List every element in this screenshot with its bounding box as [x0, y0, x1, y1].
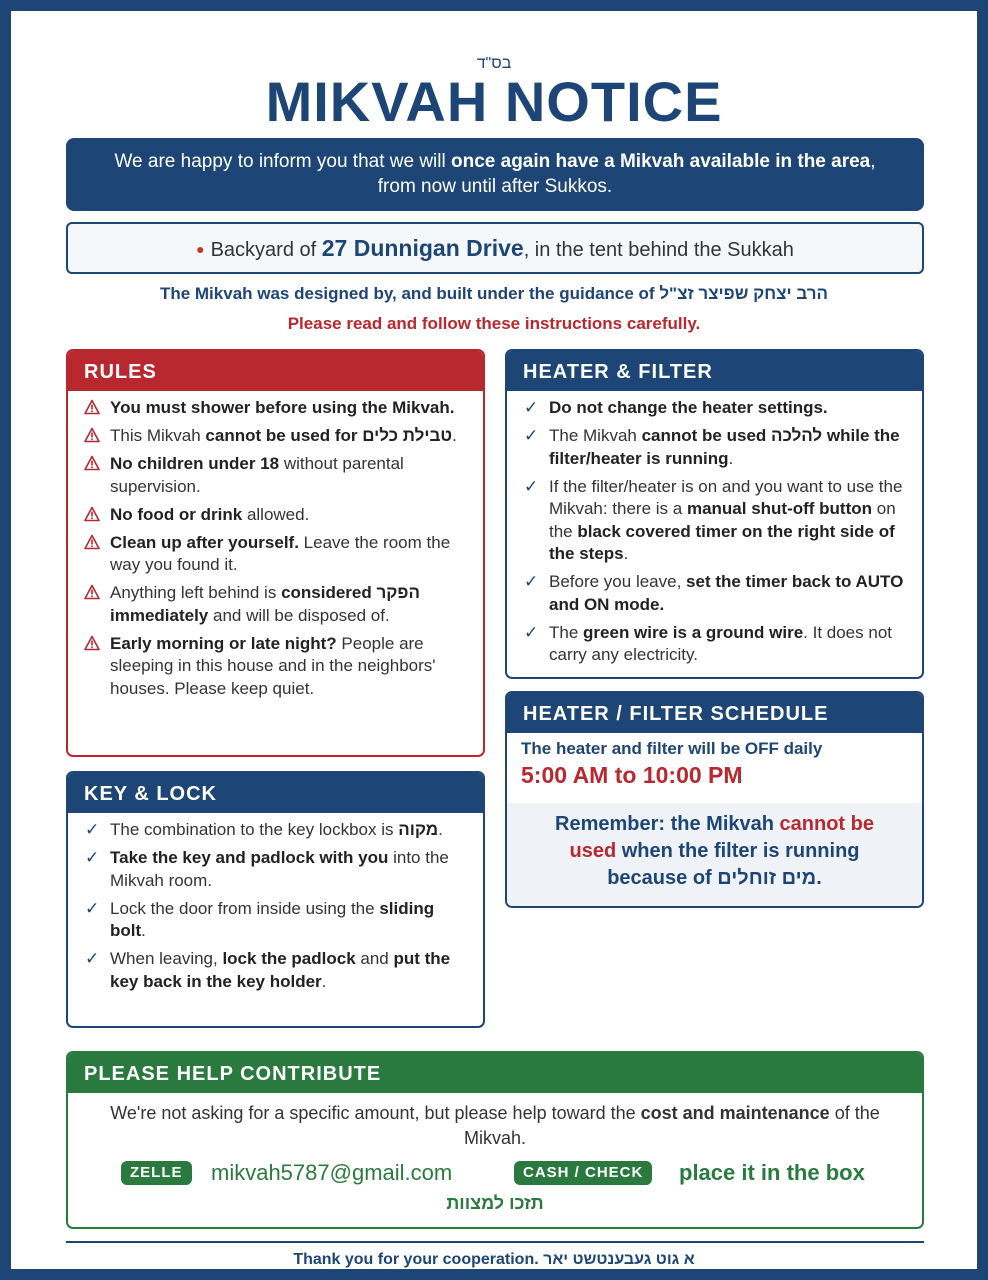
cash-check-text: place it in the box — [679, 1160, 865, 1185]
rule-text: Leave the room the way you found it. — [110, 532, 451, 574]
key-text: . — [321, 971, 327, 991]
list-item — [82, 847, 469, 892]
intro-text-line2: from now until after Sukkos. — [377, 176, 613, 197]
heater-text: Before you leave, — [549, 572, 687, 591]
key-lock-heading: KEY & LOCK — [68, 773, 483, 813]
schedule-heading: HEATER / FILTER SCHEDULE — [507, 693, 922, 733]
location-prefix: Backyard of — [210, 239, 322, 261]
list-item — [82, 898, 469, 943]
key-bold: Take the key and padlock with you — [110, 848, 389, 867]
schedule-time: 5:00 AM to 10:00 PM — [521, 762, 743, 788]
contribute-bold: cost and maintenance — [640, 1103, 830, 1123]
heater-text: on the — [549, 499, 896, 541]
warning-icon — [84, 534, 100, 550]
list-item — [521, 476, 908, 566]
key-bold: מקוה — [398, 820, 439, 839]
rules-heading: RULES — [68, 351, 483, 391]
contribute-text-2: of the Mikvah. — [463, 1103, 880, 1148]
check-icon: ✓ — [85, 949, 100, 968]
heater-bold: Do not change the heater settings. — [549, 398, 828, 417]
heater-filter-heading: HEATER & FILTER — [507, 351, 922, 391]
heater-text: . It does not carry any electricity. — [549, 622, 892, 664]
key-text: into the Mikvah room. — [110, 848, 449, 890]
contribute-text-1: We're not asking for a specific amount, but please help toward the — [110, 1103, 641, 1123]
reminder-text: when the filter is running because of מים זוחלים. — [607, 840, 860, 889]
heater-text: If the filter/heater is on and you want to use the Mikvah: there is a — [549, 476, 903, 518]
heater-bold: set the timer back to AUTO and ON mode. — [549, 572, 904, 614]
check-icon: ✓ — [85, 820, 100, 839]
rule-text: People are sleeping in this house and in the neighbors' houses. Please keep quiet. — [110, 633, 436, 698]
rule-bold: considered הפקר immediately — [110, 583, 420, 625]
list-item — [521, 571, 908, 616]
list-item — [82, 425, 469, 448]
key-text: When leaving, — [110, 949, 223, 968]
heater-bold: green wire is a ground wire — [583, 622, 804, 642]
heater-text: . — [623, 544, 629, 563]
rule-bold: Early morning or late night? — [110, 633, 337, 653]
check-icon: ✓ — [524, 622, 539, 642]
list-item — [521, 397, 908, 420]
page-title: MIKVAH NOTICE — [265, 70, 723, 133]
list-item — [82, 819, 469, 842]
rule-text: allowed. — [242, 504, 310, 524]
heater-filter-list — [507, 391, 922, 667]
instructions-line: Please read and follow these instructions carefully. — [287, 314, 701, 333]
payment-options — [68, 1158, 922, 1188]
list-item — [82, 948, 469, 993]
key-bold: sliding bolt — [110, 898, 435, 940]
heater-text: The — [549, 622, 584, 642]
check-icon: ✓ — [85, 898, 100, 918]
heater-filter-panel — [505, 349, 924, 679]
footer-divider — [66, 1241, 924, 1243]
list-item — [82, 633, 469, 701]
contribute-heading: PLEASE HELP CONTRIBUTE — [68, 1053, 922, 1093]
reminder-text: Remember: the Mikvah — [555, 813, 780, 835]
designed-by-line: The Mikvah was designed by, and built under the guidance of הרב יצחק שפיצר זצ"ל — [159, 284, 829, 303]
check-icon: ✓ — [524, 476, 539, 496]
list-item — [82, 453, 469, 498]
list-item — [82, 532, 469, 577]
rule-bold: Clean up after yourself. — [110, 532, 299, 552]
reminder-warning: cannot be used — [569, 813, 874, 862]
location-address: 27 Dunnigan Drive — [321, 235, 524, 261]
contribute-text — [68, 1093, 922, 1151]
schedule-panel — [505, 691, 924, 908]
bsd-header: בס"ד — [476, 55, 512, 72]
key-lock-list — [68, 813, 483, 993]
notice-page — [11, 11, 977, 1269]
list-item — [82, 582, 469, 627]
rule-bold: No children under 18 — [110, 454, 280, 473]
key-lock-panel — [66, 771, 485, 1028]
location-suffix: , in the tent behind the Sukkah — [523, 239, 794, 261]
list-item — [521, 622, 908, 667]
rule-bold: No food or drink — [110, 504, 243, 524]
warning-icon — [84, 584, 100, 600]
intro-text-bold: once again have a Mikvah available in the area — [451, 151, 871, 172]
rule-bold: You must shower before using the Mikvah. — [110, 398, 455, 417]
warning-icon — [84, 506, 100, 522]
list-item — [82, 397, 469, 420]
rule-text: . — [452, 426, 457, 445]
intro-banner — [66, 138, 924, 211]
check-icon: ✓ — [85, 848, 100, 867]
rule-bold: cannot be used for טבילת כלים — [205, 426, 453, 445]
heater-text: The Mikvah — [549, 426, 642, 445]
key-text: and — [355, 949, 394, 968]
schedule-off-line: The heater and filter will be OFF daily — [521, 739, 823, 758]
list-item — [82, 504, 469, 527]
warning-icon — [84, 427, 100, 443]
intro-text-2: , — [870, 151, 876, 172]
cash-check-badge: CASH / CHECK — [514, 1161, 652, 1185]
zelle-email[interactable]: mikvah5787@gmail.com — [211, 1160, 453, 1185]
check-icon: ✓ — [524, 572, 539, 591]
rule-text: without parental supervision. — [110, 454, 404, 496]
heater-bold: black covered timer on the right side of the steps — [549, 521, 895, 563]
warning-icon — [84, 399, 100, 415]
rules-panel — [66, 349, 485, 757]
rule-text: This Mikvah — [110, 426, 206, 445]
tizku-lemitzvos: תזכו למצוות — [446, 1193, 544, 1213]
location-box — [66, 222, 924, 274]
list-item — [521, 425, 908, 470]
key-text: . — [141, 921, 146, 940]
heater-bold: cannot be used להלכה while the filter/heater is running — [549, 426, 900, 468]
bullet-dot-icon: ● — [196, 241, 205, 257]
intro-text-1: We are happy to inform you that we will — [114, 151, 451, 172]
schedule-reminder — [507, 803, 922, 906]
zelle-badge: ZELLE — [121, 1161, 192, 1185]
footer-thanks: Thank you for your cooperation. א גוט געבענטשט יאר — [293, 1251, 695, 1268]
key-text: . — [438, 820, 443, 839]
key-text: Lock the door from inside using the — [110, 898, 380, 918]
heater-text: . — [728, 448, 734, 468]
check-icon: ✓ — [524, 398, 539, 417]
heater-bold: manual shut-off button — [686, 499, 873, 518]
key-bold: put the key back in the key holder — [110, 949, 451, 991]
key-bold: lock the padlock — [222, 949, 356, 968]
warning-icon — [84, 635, 100, 651]
rule-text: and will be disposed of. — [208, 605, 390, 625]
check-icon: ✓ — [524, 426, 539, 445]
key-text: The combination to the key lockbox is — [110, 820, 399, 839]
rule-text: Anything left behind is — [110, 583, 282, 602]
contribute-panel — [66, 1051, 924, 1229]
warning-icon — [84, 455, 100, 471]
rules-list — [68, 391, 483, 700]
